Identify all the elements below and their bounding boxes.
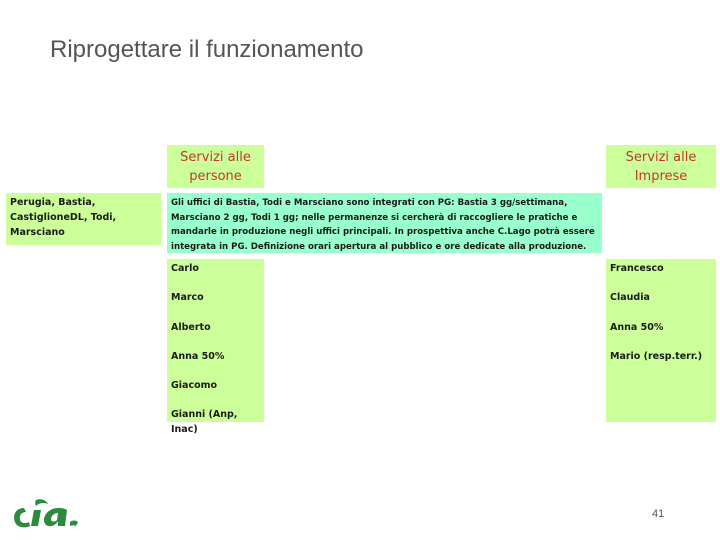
slide-title: Riprogettare il funzionamento	[50, 36, 364, 63]
list-item: Marco	[171, 292, 204, 304]
header-persone-line1: Servizi alle	[180, 149, 251, 165]
staff-list-persone	[167, 259, 264, 436]
integration-note: Gli uffici di Bastia, Todi e Marsciano sono integrati con PG: Bastia 3 gg/settimana, Marsciano 2 gg, Todi 1 gg; nelle permanenze si cercherà di raccogliere le pratiche e mandarle in produzione negli uffici principali. In prospettiva anche C.Lago potrà essere integrata in PG. Definizione orari apertura al pubblico e ore dedicate alla produzione.	[167, 193, 602, 253]
list-item: Giacomo	[171, 380, 218, 392]
list-item: Anna 50%	[610, 321, 664, 333]
header-servizi-imprese	[606, 145, 716, 188]
list-item: Alberto	[171, 321, 211, 333]
cia-logo-icon	[10, 496, 80, 530]
list-item: Anna 50%	[171, 350, 225, 362]
list-item: Claudia	[610, 292, 650, 304]
header-persone-line2: persone	[189, 168, 242, 184]
list-item: Carlo	[171, 263, 199, 274]
header-imprese-line1: Servizi alle	[625, 149, 697, 165]
header-servizi-persone	[167, 145, 264, 188]
cities-box: Perugia, Bastia, CastiglioneDL, Todi, Marsciano	[6, 193, 161, 245]
header-imprese-line2: Imprese	[634, 168, 688, 184]
page-number: 41	[652, 508, 665, 520]
list-item: Mario (resp.terr.)	[610, 350, 703, 362]
staff-list-imprese	[606, 259, 716, 422]
list-item: Francesco	[610, 263, 664, 274]
list-item: Gianni (Anp, Inac)	[171, 409, 238, 436]
